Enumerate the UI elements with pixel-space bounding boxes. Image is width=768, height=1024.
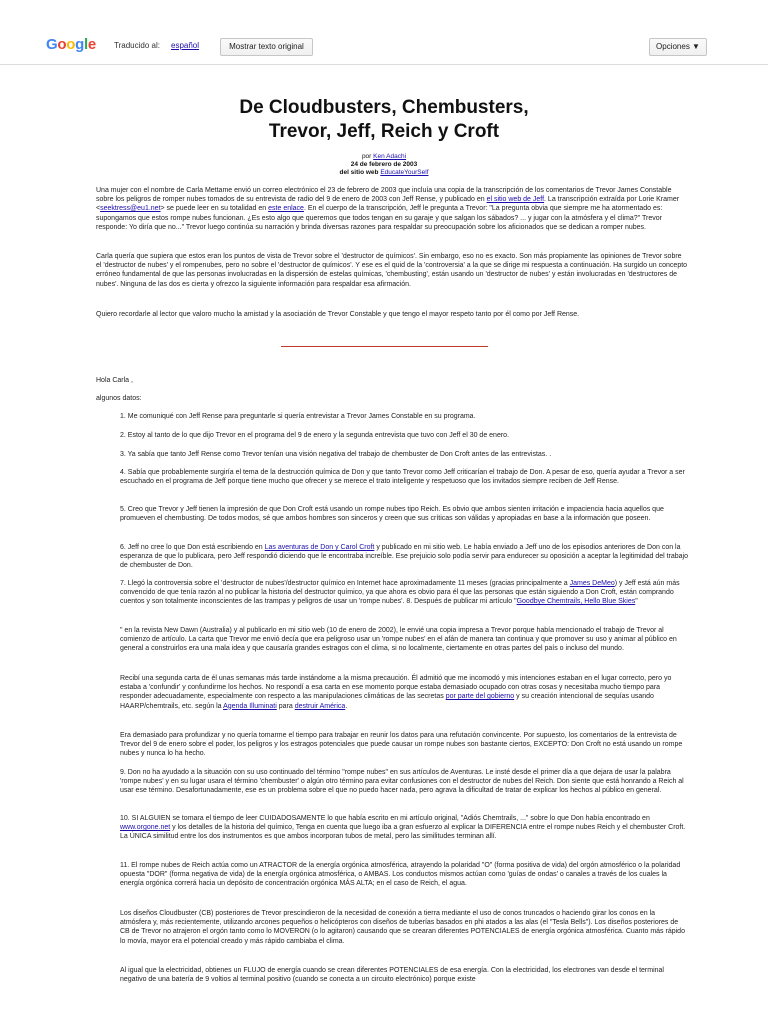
author-link[interactable]: Ken Adachi	[373, 153, 407, 160]
list-item: 2. Estoy al tanto de lo que dijo Trevor en el programa del 9 de enero y la segunda entrevista que tuvo con Jeff el 30 de enero.	[120, 432, 510, 439]
intro-paragraph-2: Carla quería que supiera que estos eran los puntos de vista de Trevor sobre el 'destructor de químicos'. Sin embargo, eso no es exacto. Son más propiamente las opiniones de Trevor sobre el 'destructor de nubes' y el rompenubes, pero no sobre el 'destructor de químicos'. Y ese es el quid de la 'controversia' a la que se dirige mi respuesta a continuación. Ha surgido un concepto erróneo fundamental de que las personas involucradas en la dispersión de estelas químicas, 'chembusting', están usando un 'destructor de nubes' y están involucradas en 'destructores de nubes'. Ninguna de las dos es cierta y ofrezco la siguiente información para respaldar esa afirmación.	[96, 253, 688, 288]
destroy-america-link[interactable]: destruir América	[294, 702, 346, 710]
orgone-link[interactable]: www.orgone.net	[120, 824, 171, 832]
toolbar-strip	[0, 28, 768, 65]
greeting: Hola Carla ,	[96, 377, 133, 384]
list-item: " en la revista New Dawn (Australia) y al publicarlo en mi sitio web (10 de enero de 2002), le envié una copia impresa a Trevor porque había mencionado el trabajo de Trevor al comienzo de artículo. La carta que Trevor me envió decía que era peligroso usar un 'rompe nubes' en el afán de manera tan continua y que promover su uso y animar al público en general a construirlos era una mala idea y que causaría grandes estragos con el clima, si no localmente, ciertamente en otras partes del país o incluso del mundo.	[120, 627, 677, 653]
list-item: 9. Don no ha ayudado a la situación con su uso continuado del término "rompe nubes" en sus artículos de Aventuras. Le insté desde el primer día a que dejara de usar la palabra 'rompe nubes' y en su lugar usara el término 'chembuster' o algún otro término para evitar confusiones con el destructor de nubes del Reich. Don siente que está honrando a Reich al usar ese término. Desafortunadamente, ese es un problema sobre el que no puedo hacer nada, pero agrava la dificultad de tratar de explicar los hechos al público en general.	[120, 769, 684, 795]
list-item: Recibí una segunda carta de él unas semanas más tarde instándome a la misma precaución. Él admitió que me incomodó y mis intenciones estaban en el lugar correcto, pero yo estaba a 'confundir' y confundirme los hechos. No respondí a esa carta en ese momento porque estaba demasiado ocupado con otras cosas y necesitaba mucho tiempo para responder adecuadamente, especialmente con respecto a las manipulaciones climáticas de las secretas por parte del gobierno y su creación intencional de sequías usando HAARP/chemtrails, etc. según la Agenda Illuminati para destruir América.	[120, 675, 672, 710]
list-item: Los diseños Cloudbuster (CB) posteriores de Trevor prescindieron de la necesidad de conexión a tierra mediante el uso de conos truncados o haciendo girar los conos en la atmósfera y, más recientemente, utilizando arcones pequeños o helicópteros con diseños de tuberías basados en phi atados a las alas (el "Tesla Bells"). Los diseños posteriores de CB de Trevor no atrajeron el orgón tanto como lo MOVERON (o lo agitaron) causando que se crearan diferentes POTENCIALES de energía orgónica atmosférica. Cuanto más rápido lo movía, mayor era el potencial creado y más rápido cambiaba el clima.	[120, 910, 685, 945]
site-link[interactable]: EducateYourSelf	[380, 169, 429, 176]
demeo-link[interactable]: James DeMeo	[569, 580, 615, 587]
list-item: 4. Sabía que probablemente surgiría el tema de la destrucción química de Don y que tanto Trevor como Jeff criticarían el trabajo de Don. A pesar de eso, quería ayudar a Trevor a ser escuchado en el programa de Jeff porque tiene mucho que ofrecer y se merece el trato inteligente y respetuoso que los invitados siempre reciben de Jeff Rense.	[120, 469, 685, 486]
site-prefix: del sitio web	[339, 169, 379, 176]
show-original-button[interactable]: Mostrar texto original	[220, 38, 313, 56]
intro-paragraph-1: Una mujer con el nombre de Carla Mettame envió un correo electrónico el 23 de febrero de 2003 que incluía una copia de la transcripción de los comentarios de Trevor James Constable sobre los peligros de romper nubes tomados de su entrevista de radio del 9 de enero de 2003 con Jeff Rense, y publicado en el sitio web de Jeff. La transcripción extraída por Lorie Kramer <seektress@eu1.net> se puede leer en su totalidad en este enlace. En el cuerpo de la transcripción, Jeff le pregunta a Trevor: "La pregunta obvia que siempre me ha atormentado es: supongamos que estos rompe nubes funcionan. ¿Es esto algo que queremos que todos tengan en su garaje y que salgan los sábados? ... y jugar con la atmósfera y el clima?" Trevor responde: Yo diría que no..." Trevor luego continúa su narración y brinda diversas razones para respaldar su preocupación sobre los aficionados que se dedican a romper nubes.	[96, 187, 680, 231]
intro-paragraph-3: Quiero recordarle al lector que valoro mucho la amistad y la asociación de Trevor Constable y que tengo el mayor respeto tanto por él como por Jeff Rense.	[96, 311, 580, 318]
list-item: Al igual que la electricidad, obtienes un FLUJO de energía cuando se crean diferentes POTENCIALES de esa energía. Con la electricidad, los electrones van desde el terminal negativo de una batería de 9 voltios al terminal positivo (cuando se conecta a un circuito electrónico) porque existe	[120, 967, 664, 984]
government-link[interactable]: por parte del gobierno	[445, 693, 515, 701]
croft-adventures-link[interactable]: Las aventuras de Don y Carol Croft	[264, 544, 375, 551]
page-title	[150, 96, 618, 144]
translate-toolbar	[0, 0, 768, 92]
translated-to-label: Traducido al:	[114, 41, 160, 50]
jeff-website-link[interactable]: el sitio web de Jeff	[486, 196, 545, 204]
facts-intro: algunos datos:	[96, 395, 142, 402]
list-item: 6. Jeff no cree lo que Don está escribiendo en Las aventuras de Don y Carol Croft y publicado en mi sitio web. Le había enviado a Jeff uno de los episodios anteriores de Don con la esperanza de que lo publicara, pero Jeff respondió diciendo que le encontraba increíble. Ese prejuicio solo podía servir para endurecer su oposición a aceptar la legitimidad del trabajo de chembuster de Don.	[120, 544, 689, 570]
email-link[interactable]: seektress@eu1.net	[100, 205, 161, 213]
article-date: 24 de febrero de 2003	[350, 161, 418, 168]
list-item: 5. Creo que Trevor y Jeff tienen la impresión de que Don Croft está usando un rompe nubes tipo Reich. Es obvio que ambos sienten irritación e impaciencia hacia aquellos que promueven el chembusting. De todos modos, sé que ambos hombres son sinceros y creen que sus críticas son válidas y apropiadas en base a la información que poseen.	[120, 506, 664, 523]
by-prefix: por	[361, 153, 372, 160]
divider-line	[281, 346, 488, 347]
list-item: Era demasiado para profundizar y no quería tomarme el tiempo para trabajar en reunir los datos para una refutación convincente. Por supuesto, los comentarios de la entrevista de Trevor del 9 de enero sobre el poder, los peligros y los estragos potenciales que puede causar un rompe nubes son bastante ciertos, EXCEPTO: Don Croft no está usando un rompe nubes y nunca lo ha hecho.	[120, 732, 683, 758]
list-item: 1. Me comuniqué con Jeff Rense para preguntarle si quería entrevistar a Trevor James Constable en su programa.	[120, 413, 476, 420]
google-logo[interactable]: Google	[46, 36, 96, 53]
goodbye-chemtrails-link[interactable]: Goodbye Chemtrails, Hello Blue Skies	[516, 598, 636, 606]
list-item: 7. Llegó la controversia sobre el 'destructor de nubes'/destructor químico en Internet hace aproximadamente 11 meses (gracias principalmente a James DeMeo) y Jeff está aún más convencido de que tenía razón al no publicar la historia del destructor químico, ya que ahora es obvio para él que las personas que están siguiendo a Don Croft, están comprando cuentos y son totalmente inconscientes de las trampas y peligros de usar un 'rompe nubes'. 8. Después de publicar mi artículo "Goodbye Chemtrails, Hello Blue Skies"	[120, 580, 680, 606]
title-line-2: Trevor, Jeff, Reich y Croft	[268, 121, 500, 142]
byline	[220, 153, 548, 177]
list-item: 3. Ya sabía que tanto Jeff Rense como Trevor tenían una visión negativa del trabajo de chembuster de Don Croft antes de las entrevistas. .	[120, 451, 552, 458]
list-item: 11. El rompe nubes de Reich actúa como un ATRACTOR de la energía orgónica atmosférica, atrayendo la polaridad "O" (forma positiva de vida) del orgón atmosférico o la polaridad opuesta "DOR" (forma negativa de vida) de la energía orgónica atmosférica, o AMBAS. Los conductos mismos actúan como 'guías de ondas' o canales a través de los cuales la energía orgónica correrá hacia un depósito de concentración orgónica MÁS ALTA; en el caso de Reich, el agua.	[120, 862, 681, 888]
options-button[interactable]: Opciones ▼	[649, 38, 707, 56]
this-link[interactable]: este enlace	[268, 205, 304, 213]
illuminati-agenda-link[interactable]: Agenda Illuminati	[223, 702, 277, 710]
language-link[interactable]: español	[171, 41, 200, 50]
title-line-1: De Cloudbusters, Chembusters,	[239, 97, 529, 118]
list-item: 10. SI ALGUIEN se tomara el tiempo de leer CUIDADOSAMENTE lo que había escrito en mi artículo original, "Adiós Chemtrails, ..." sobre lo que Don había encontrado en www.orgone.net y los detalles de la historia del químico, Tenga en cuenta que luego iba a gran esfuerzo al explicar la DIFERENCIA entre el rompe nubes Reich y el chembuster Croft. La ÚNICA similitud entre los dos instrumentos es que ambos incorporan tubos de metal, pero las similitudes terminan allí.	[120, 815, 686, 841]
